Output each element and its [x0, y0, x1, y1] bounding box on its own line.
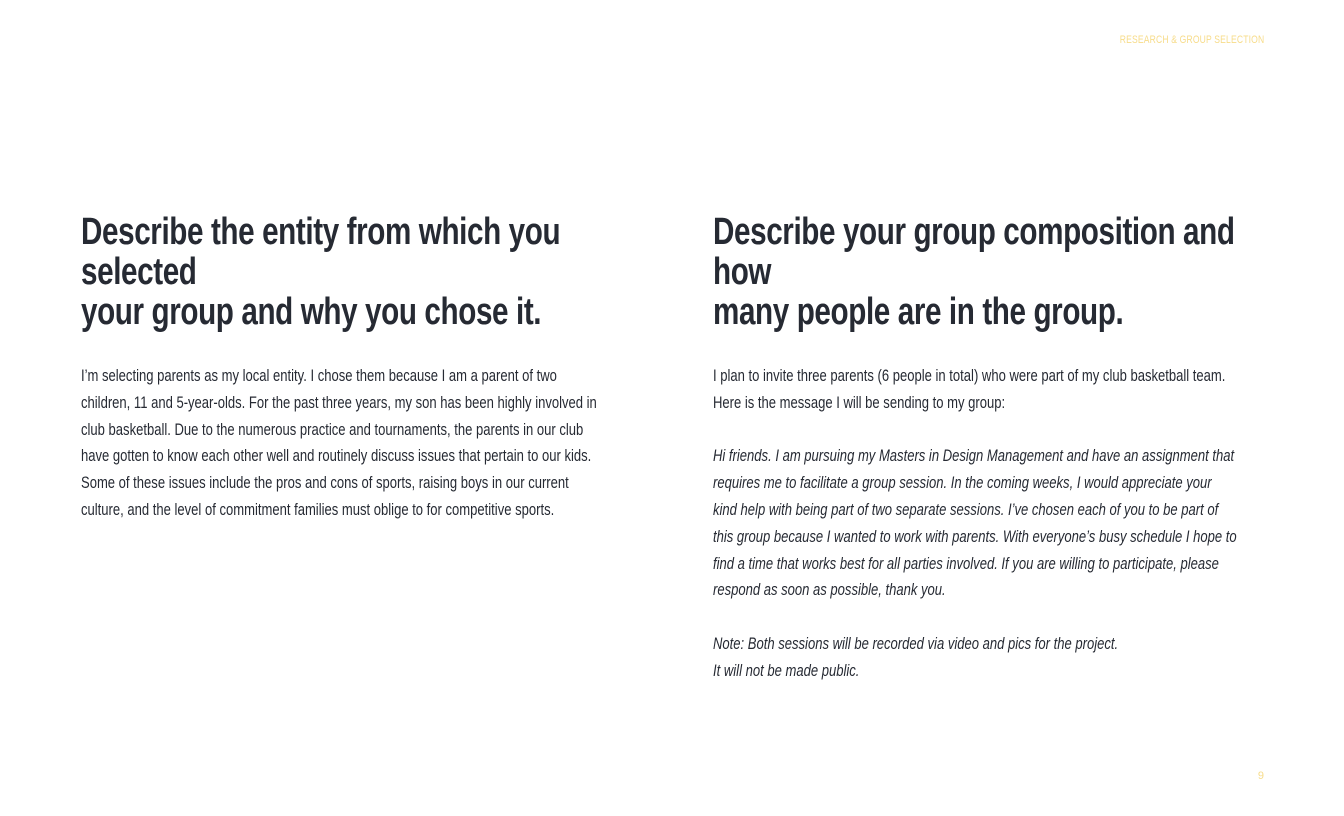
- text-line: find a time that works best for all parties involved. If you are willing to participate, please: [713, 553, 1219, 573]
- text-line: I’m selecting parents as my local entity. I chose them because I am a parent of two: [81, 366, 557, 385]
- entity-body: [81, 363, 633, 524]
- group-body: [713, 363, 1265, 685]
- text-line: Here is the message I will be sending to my group:: [713, 392, 1006, 412]
- heading-line: your group and why you chose it.: [81, 291, 542, 333]
- message-paragraph: [713, 443, 1265, 604]
- group-section: [713, 212, 1265, 685]
- section-label: RESEARCH & GROUP SELECTION: [1119, 34, 1264, 46]
- text-line: It will not be made public.: [713, 660, 860, 680]
- text-line: Some of these issues include the pros and cons of sports, raising boys in our current: [81, 473, 569, 493]
- text-line: kind help with being part of two separate sessions. I’ve chosen each of you to be part of: [713, 499, 1219, 519]
- text-line: I plan to invite three parents (6 people in total) who were part of my club basketball team.: [713, 366, 1226, 385]
- page-number: 9: [1257, 770, 1264, 782]
- intro-paragraph: [713, 363, 1265, 417]
- heading-line: many people are in the group.: [713, 291, 1124, 333]
- text-line: this group because I wanted to work with parents. With everyone’s busy schedule I hope to: [713, 526, 1237, 546]
- text-line: club basketball. Due to the numerous practice and tournaments, the parents in our club: [81, 419, 584, 439]
- heading-line: Describe your group composition and how: [713, 211, 1235, 293]
- text-line: respond as soon as possible, thank you.: [713, 580, 946, 600]
- note-paragraph: [713, 631, 1265, 685]
- text-line: Note: Both sessions will be recorded via video and pics for the project.: [713, 633, 1119, 653]
- text-line: culture, and the level of commitment families must oblige to for competitive sports.: [81, 499, 555, 519]
- text-line: requires me to facilitate a group session. In the coming weeks, I would appreciate your: [713, 473, 1212, 493]
- text-line: Hi friends. I am pursuing my Masters in Design Management and have an assignment that: [713, 446, 1235, 466]
- entity-paragraph: [81, 363, 633, 524]
- group-heading: [713, 212, 1265, 332]
- heading-line: Describe the entity from which you selected: [81, 211, 561, 293]
- text-line: children, 11 and 5-year-olds. For the past three years, my son has been highly involved in: [81, 392, 597, 412]
- text-line: have gotten to know each other well and routinely discuss issues that pertain to our kids.: [81, 446, 592, 466]
- entity-heading: [81, 212, 633, 332]
- entity-section: [81, 212, 633, 524]
